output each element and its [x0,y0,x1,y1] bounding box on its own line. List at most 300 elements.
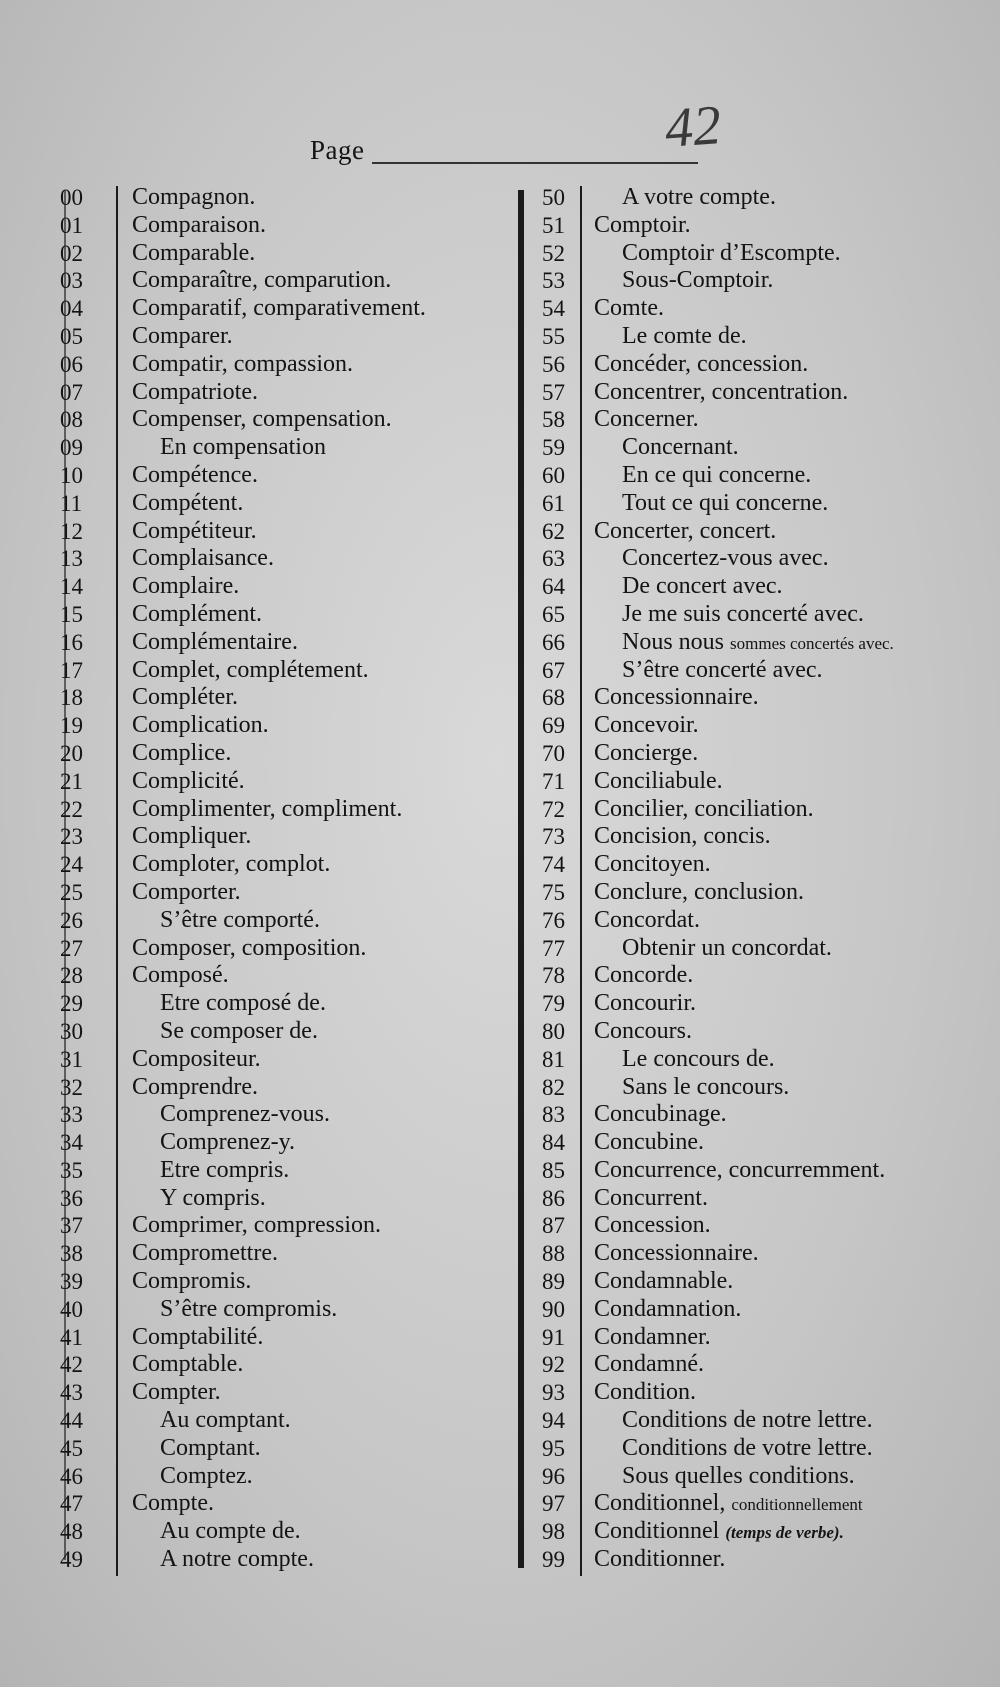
entry-number: 10 [60,462,83,488]
entry-text [594,1157,885,1185]
entry-text [132,295,426,323]
list-item [524,1185,964,1213]
list-item [60,1351,500,1379]
list-item [524,907,964,935]
entry-text [594,518,776,546]
entry-text [132,267,391,295]
entry-number: 83 [542,1102,565,1128]
list-item [60,768,500,796]
entry-number: 34 [60,1130,83,1156]
entry-text [594,351,808,379]
entry-text-main: Compétiteur. [132,517,257,544]
entry-number: 81 [542,1046,565,1072]
entry-text-main: Concorde. [594,962,694,989]
list-item [524,1546,964,1574]
entry-text-main: Sous-Comptoir. [622,267,774,294]
entry-number: 31 [60,1046,83,1072]
list-item [60,212,500,240]
entry-number: 95 [542,1435,565,1461]
entry-number: 90 [542,1296,565,1322]
entry-text [132,1546,314,1574]
page-header [310,94,730,175]
list-item [60,1435,500,1463]
entry-number: 05 [60,323,83,349]
entry-text-main: Concentrer, concentration. [594,378,849,405]
entry-text-main: Au comptant. [160,1407,291,1434]
entry-number: 13 [60,546,83,572]
entry-text [132,406,392,434]
entry-text [132,1212,381,1240]
entry-number: 84 [542,1130,565,1156]
entry-text [132,462,258,490]
entry-text-main: Compter. [132,1379,221,1406]
list-item [524,712,964,740]
entry-text-main: Concession. [594,1212,711,1239]
entry-text-main: Comploter, complot. [132,851,331,878]
entry-text-main: Comptabilité. [132,1323,264,1350]
list-item [60,1074,500,1102]
list-item [524,1518,964,1546]
entry-number: 23 [60,824,83,850]
entry-number: 14 [60,574,83,600]
entry-text-main: Concordat. [594,906,700,933]
entry-text [594,1129,704,1157]
entry-text-main: Conditionnel [594,1518,726,1545]
entry-text [594,1018,692,1046]
entry-text-main: Comptable. [132,1351,244,1378]
list-item [524,406,964,434]
entry-text-main: Condition. [594,1379,697,1406]
list-item [60,518,500,546]
entry-number: 36 [60,1185,83,1211]
entry-text [594,990,696,1018]
entry-text-main: Compétent. [132,489,244,516]
entry-text-main: Compromis. [132,1268,252,1295]
list-item [60,740,500,768]
entry-text-main: Compléter. [132,684,238,711]
entry-text-main: Concision, concis. [594,823,771,850]
list-item [60,1296,500,1324]
entry-text [132,1407,291,1435]
entry-text-main: Compagnon. [132,184,256,210]
entry-text-main: Compte. [132,1490,214,1517]
entry-number: 65 [542,601,565,627]
entry-number: 00 [60,185,83,210]
entry-text-main: Compliquer. [132,823,252,850]
entry-text-main: Comprenez-vous. [160,1101,330,1128]
list-item [60,573,500,601]
entry-text [594,323,747,351]
entry-number: 71 [542,768,565,794]
entry-number: 19 [60,713,83,739]
list-item [60,879,500,907]
entry-text [132,1018,318,1046]
entry-text-main: Nous nous [622,628,731,655]
entry-text-main: A votre compte. [622,184,776,210]
list-item [524,351,964,379]
list-item [60,907,500,935]
entry-text [594,1185,708,1213]
entry-text-main: Concéder, concession. [594,350,809,377]
entry-text [132,1324,263,1352]
list-item [60,490,500,518]
entry-text-main: Y compris. [160,1184,266,1211]
list-item [60,823,500,851]
entry-text-main: Concertez-vous avec. [622,545,829,572]
entry-text [594,1463,855,1491]
list-item [60,684,500,712]
entry-text [594,573,783,601]
entry-number: 99 [542,1547,565,1573]
entry-text-italic: (temps de verbe). [725,1523,844,1543]
entry-text [594,601,864,629]
entry-text [132,1463,253,1491]
entry-text-main: Comptoir d’Escompte. [622,239,841,266]
entry-text-main: Concitoyen. [594,851,711,878]
entry-number: 66 [542,629,565,655]
entry-text [132,823,251,851]
entry-text [594,796,814,824]
list-item [60,240,500,268]
entry-text-main: Comparaître, comparution. [132,267,392,294]
entry-number: 87 [542,1213,565,1239]
page-number: 42 [662,94,724,160]
list-item [524,684,964,712]
list-item [524,323,964,351]
entry-number: 79 [542,991,565,1017]
entry-number: 74 [542,852,565,878]
list-item [524,1268,964,1296]
entry-number: 48 [60,1519,83,1545]
entry-text [132,545,274,573]
entry-number: 21 [60,768,83,794]
entry-text-main: Complimenter, compliment. [132,795,403,822]
list-item [524,490,964,518]
entry-text-main: Comte. [594,295,664,322]
list-item [60,351,500,379]
entry-text [132,1518,301,1546]
entry-text [594,240,841,268]
entry-text-main: Obtenir un concordat. [622,934,832,961]
entry-text [132,851,330,879]
entry-text-main: Concilier, conciliation. [594,795,814,822]
entry-number: 51 [542,212,565,238]
entry-text-main: Le concours de. [622,1045,775,1072]
entry-text [594,740,698,768]
list-item [60,629,500,657]
entry-number: 41 [60,1324,83,1350]
entry-text [132,768,245,796]
entry-number: 22 [60,796,83,822]
list-item [524,962,964,990]
entry-text-main: Complet, complétement. [132,656,369,683]
list-item [60,990,500,1018]
entry-text [132,684,238,712]
entry-number: 33 [60,1102,83,1128]
entry-number: 89 [542,1269,565,1295]
entry-text [594,1046,775,1074]
entry-text-main: Concernant. [622,434,739,461]
list-item [524,240,964,268]
list-item [60,379,500,407]
entry-text [132,1046,261,1074]
entry-number: 67 [542,657,565,683]
entry-number: 50 [542,185,565,210]
entry-number: 09 [60,435,83,461]
entry-text [594,462,811,490]
entry-text [594,1435,873,1463]
entry-text [594,267,773,295]
entry-text [594,1379,696,1407]
list-item [60,406,500,434]
entry-number: 35 [60,1157,83,1183]
entry-text-main: Se composer de. [160,1017,318,1044]
entry-text [132,1490,214,1518]
entry-number: 58 [542,407,565,433]
list-item [60,796,500,824]
entry-text [132,1435,261,1463]
list-item [524,629,964,657]
entry-number: 30 [60,1018,83,1044]
entry-text [594,184,776,212]
list-item [60,1546,500,1574]
entry-text [594,1351,704,1379]
list-item [524,212,964,240]
entry-text [132,434,326,462]
entry-text [594,1268,733,1296]
entry-text [132,1185,266,1213]
entry-text-main: Concessionnaire. [594,1240,759,1267]
left-column [60,184,500,1574]
entry-text-main: Complication. [132,712,269,739]
list-item [524,573,964,601]
entry-text-main: Comptoir. [594,211,691,238]
list-item [60,1101,500,1129]
entry-text-main: Compositeur. [132,1045,261,1072]
entry-text-main: Comptant. [160,1434,261,1461]
entry-text [594,962,693,990]
list-item [60,323,500,351]
entry-text [594,545,829,573]
entry-text-main: Compromettre. [132,1240,278,1267]
entry-text [132,240,255,268]
list-item [60,1268,500,1296]
entry-text-main: Condamné. [594,1351,704,1378]
entry-text-main: Conditionner. [594,1546,726,1573]
entry-number: 08 [60,407,83,433]
entry-text-main: Comptez. [160,1462,253,1489]
entry-number: 38 [60,1241,83,1267]
list-item [524,1435,964,1463]
right-column [524,184,964,1574]
entry-number: 25 [60,879,83,905]
entry-text [594,212,691,240]
list-item [60,1157,500,1185]
list-item [60,1379,500,1407]
entry-text [132,351,353,379]
entry-text-main: Comprenez-y. [160,1129,296,1156]
list-item [524,1296,964,1324]
entry-text [594,823,771,851]
entry-number: 47 [60,1491,83,1517]
entry-number: 85 [542,1157,565,1183]
entry-number: 73 [542,824,565,850]
entry-text [132,490,243,518]
entry-text [594,851,711,879]
list-item [60,1324,500,1352]
entry-text [132,1157,289,1185]
entry-text-main: Concerner. [594,406,699,433]
list-item [524,184,964,212]
list-item [524,1379,964,1407]
entry-text-main: Complaire. [132,573,240,600]
list-item [60,1518,500,1546]
entry-number: 91 [542,1324,565,1350]
list-item [524,740,964,768]
entry-number: 27 [60,935,83,961]
entry-text-main: Concevoir. [594,712,699,739]
entry-text [132,1240,278,1268]
entry-text-main: Composé. [132,962,229,989]
entry-text [594,1074,789,1102]
entry-text [132,907,320,935]
entry-text [132,1074,258,1102]
entry-text-main: Comprimer, compression. [132,1212,381,1239]
entry-number: 54 [542,296,565,322]
list-item [60,1018,500,1046]
entry-text [594,1518,844,1547]
list-item [60,434,500,462]
entry-text-main: Complémentaire. [132,628,298,655]
entry-text [132,935,366,963]
entry-number: 78 [542,963,565,989]
list-item [60,601,500,629]
entry-number: 64 [542,574,565,600]
entry-number: 76 [542,907,565,933]
entry-number: 92 [542,1352,565,1378]
entry-text [594,907,700,935]
list-item [60,267,500,295]
entry-text-main: Sous quelles conditions. [622,1462,855,1489]
list-item [60,712,500,740]
entry-text [132,1351,243,1379]
entry-text-main: Le comte de. [622,322,747,349]
entry-number: 12 [60,518,83,544]
entry-text [132,712,269,740]
list-item [524,1157,964,1185]
list-item [524,1046,964,1074]
entry-number: 97 [542,1491,565,1517]
entry-text [594,490,828,518]
entry-text-main: Comparatif, comparativement. [132,295,426,322]
list-item [524,1212,964,1240]
entry-number: 96 [542,1463,565,1489]
entry-text [132,1268,251,1296]
header-rule [372,162,698,164]
entry-number: 20 [60,740,83,766]
list-item [524,851,964,879]
entry-text-main: Conditions de votre lettre. [622,1434,873,1461]
entry-text [132,379,258,407]
entry-number: 77 [542,935,565,961]
entry-text [132,212,266,240]
entry-text [594,434,739,462]
list-item [524,1129,964,1157]
entry-number: 40 [60,1296,83,1322]
entry-text [132,629,298,657]
entry-number: 26 [60,907,83,933]
entry-number: 01 [60,212,83,238]
entry-text-main: Complice. [132,739,232,766]
entry-text [132,601,262,629]
list-item [60,1129,500,1157]
list-item [524,462,964,490]
list-item [524,1074,964,1102]
entry-number: 02 [60,240,83,266]
entry-number: 44 [60,1408,83,1434]
list-item [60,1046,500,1074]
entry-text-main: Condamnation. [594,1295,742,1322]
entry-text [132,962,229,990]
entry-text-main: Concourir. [594,990,696,1017]
list-item [524,990,964,1018]
entry-text-small: conditionnellement [731,1495,863,1515]
entry-number: 24 [60,852,83,878]
entry-text [594,1296,741,1324]
entry-text [594,379,848,407]
list-item [60,935,500,963]
entry-text [594,768,723,796]
entry-text-main: S’être concerté avec. [622,656,823,683]
list-item [524,545,964,573]
entry-number: 29 [60,991,83,1017]
entry-number: 63 [542,546,565,572]
entry-text-main: Comprendre. [132,1073,258,1100]
list-item [524,1101,964,1129]
entry-number: 56 [542,351,565,377]
entry-text-main: Concours. [594,1017,692,1044]
entry-text [132,657,369,685]
list-item [60,962,500,990]
entry-text-main: Complaisance. [132,545,274,572]
entry-text [132,184,255,212]
entry-text [594,657,823,685]
list-item [60,545,500,573]
entry-number: 49 [60,1547,83,1573]
entry-text-main: A notre compte. [160,1546,314,1573]
entry-text-main: Concessionnaire. [594,684,759,711]
entry-text-main: Je me suis concerté avec. [622,600,864,627]
entry-number: 82 [542,1074,565,1100]
entry-text [594,712,699,740]
entry-number: 61 [542,490,565,516]
entry-number: 37 [60,1213,83,1239]
entry-number: 06 [60,351,83,377]
list-item [524,518,964,546]
list-item [524,379,964,407]
entry-text [132,573,239,601]
entry-number: 15 [60,601,83,627]
entry-text [132,740,231,768]
entry-number: 53 [542,268,565,294]
entry-number: 17 [60,657,83,683]
entry-text-main: Etre composé de. [160,990,326,1017]
entry-number: 60 [542,462,565,488]
entry-text [594,406,699,434]
entry-number: 88 [542,1241,565,1267]
entry-number: 75 [542,879,565,905]
entry-text [594,1490,863,1519]
